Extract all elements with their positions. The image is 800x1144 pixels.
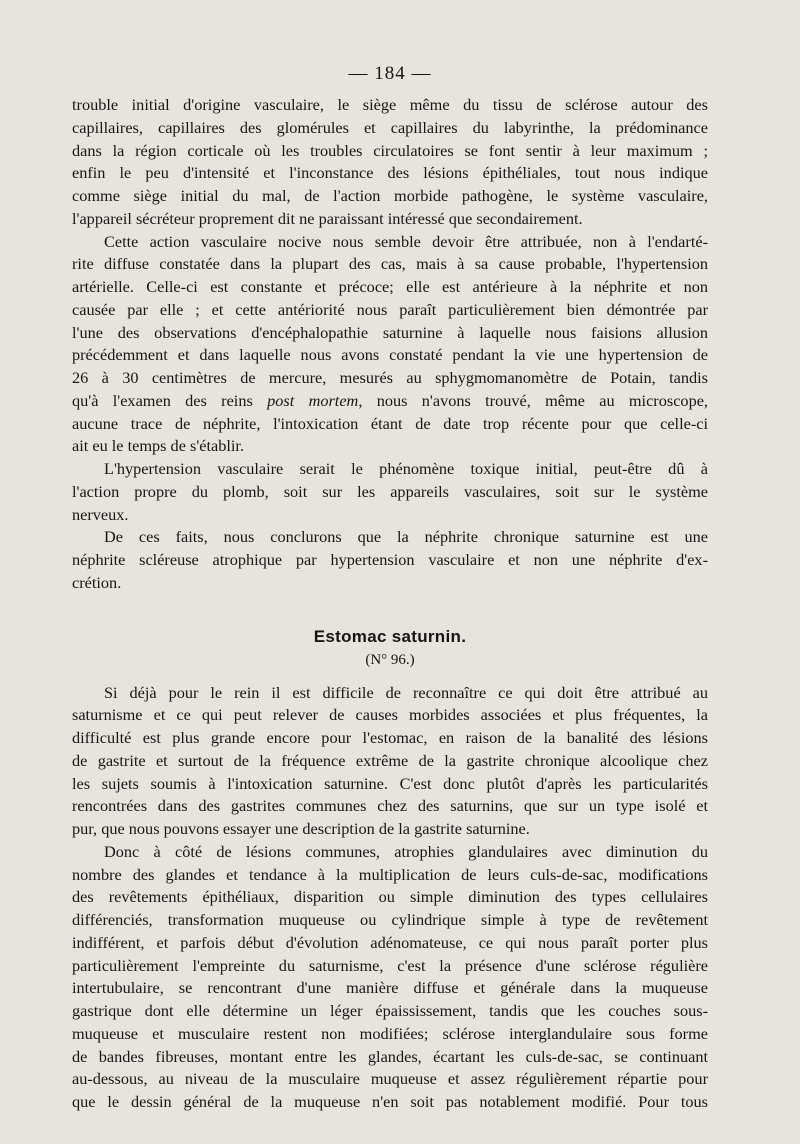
- text-line: indifférent, et parfois début d'évolution adénomateuse, ce qui nous paraît porter plus: [72, 932, 708, 952]
- text-line: comme siège initial du mal, de l'action morbide pathogène, le système vasculaire,: [72, 186, 708, 205]
- paragraph-p2: [72, 231, 708, 459]
- body-text-part2: [72, 682, 708, 1114]
- text-line: au-dessous, au niveau de la musculaire muqueuse et assez régulièrement répartie pour: [72, 1069, 708, 1089]
- text-line: causée par elle ; et cette antériorité nous paraît particulièrement bien démontrée par: [72, 299, 708, 319]
- text-line: gastrique dont elle détermine un léger épaississement, tandis que les couches sous-: [72, 1001, 708, 1020]
- page-number: — 184 —: [348, 63, 432, 84]
- text-line: dans la région corticale où les troubles circulatoires se font sentir à leur maximum ;: [72, 140, 708, 160]
- text-line: rite diffuse constatée dans la plupart des cas, mais à sa cause probable, l'hypertension: [72, 254, 708, 274]
- text-line: ait eu le temps de s'établir.: [72, 436, 245, 456]
- text-line: artérielle. Celle-ci est constante et précoce; elle est antérieure à la néphrite et non: [72, 277, 708, 296]
- section-subtitle: (N° 96.): [365, 651, 415, 668]
- text-line: que le dessin général de la muqueuse n'en soit pas notablement modifié. Pour tous: [72, 1092, 708, 1111]
- text-line: L'hypertension vasculaire serait le phénomène toxique initial, peut-être dû à: [104, 459, 708, 478]
- text-line: l'une des observations d'encéphalopathie saturnine à laquelle nous faisions allusion: [72, 322, 708, 342]
- text-line: néphrite scléreuse atrophique par hypertension vasculaire et non une néphrite d'ex-: [72, 550, 708, 569]
- paragraph-p1: [72, 94, 708, 231]
- section-title: Estomac saturnin.: [313, 626, 467, 646]
- text-line: De ces faits, nous conclurons que la néphrite chronique saturnine est une: [104, 527, 708, 547]
- text-line: l'appareil sécréteur proprement dit ne paraissant intéressé que secondairement.: [72, 208, 583, 228]
- text-line: difficulté est plus grande encore pour l'estomac, en raison de la banalité des lésions: [72, 728, 708, 747]
- paragraph-p5: [72, 682, 708, 841]
- text-line: de gastrite et surtout de la fréquence extrême de la gastrite chronique alcoolique chez: [72, 750, 708, 770]
- text-line: muqueuse et musculaire restent non modifiées; sclérose interglandulaire sous forme: [72, 1023, 708, 1043]
- text-line: Si déjà pour le rein il est difficile de reconnaître ce qui doit être attribué au: [104, 682, 708, 702]
- text-line: nombre des glandes et tendance à la multiplication de leurs culs-de-sac, modifications: [72, 864, 708, 884]
- text-line: précédemment et dans laquelle nous avons constaté pendant la vie une hypertension de: [72, 345, 708, 365]
- text-line: Cette action vasculaire nocive nous semble devoir être attribuée, non à l'endarté-: [104, 231, 708, 251]
- text-line: crétion.: [72, 572, 122, 592]
- paragraph-p6: [72, 841, 708, 1114]
- text-line: de bandes fibreuses, montant entre les glandes, écartant les culs-de-sac, se continuant: [72, 1046, 708, 1066]
- text-line: saturnisme et ce qui peut relever de causes morbides associées et plus fréquentes, la: [72, 705, 708, 725]
- text-line: rencontrées dans des gastrites communes chez des saturnins, que sur un type isolé et: [72, 796, 708, 816]
- text-line: aucune trace de néphrite, l'intoxication étant de date trop récente pour que celle-ci: [72, 413, 708, 433]
- text-line: pur, que nous pouvons essayer une description de la gastrite saturnine.: [72, 819, 530, 838]
- paragraph-p4: [72, 526, 708, 594]
- text-line: particulièrement l'empreinte du saturnisme, c'est la présence d'une sclérose régulière: [72, 955, 708, 975]
- text-line: 26 à 30 centimètres de mercure, mesurés au sphygmomanomètre de Potain, tandis: [72, 368, 708, 387]
- text-line: nerveux.: [72, 504, 129, 524]
- text-line: différenciés, transformation muqueuse ou cylindrique simple à type de revêtement: [72, 910, 708, 929]
- text-line: intertubulaire, se rencontrant d'une manière diffuse et générale dans la muqueuse: [72, 978, 708, 998]
- text-line: capillaires, capillaires des glomérules et capillaires du labyrinthe, la prédominance: [72, 117, 708, 137]
- text-line: l'action propre du plomb, soit sur les appareils vasculaires, soit sur le système: [72, 481, 708, 501]
- text-line: les sujets soumis à l'intoxication saturnine. C'est donc plutôt d'après les particularités: [72, 773, 708, 793]
- body-text-part1: [72, 94, 708, 595]
- text-line: Donc à côté de lésions communes, atrophies glandulaires avec diminution du: [104, 841, 708, 861]
- paragraph-p3: [72, 458, 708, 526]
- text-line: qu'à l'examen des reins post mortem, nous n'avons trouvé, même au microscope,: [72, 390, 708, 410]
- text-line: des revêtements épithéliaux, disparition ou simple diminution des types cellulaires: [72, 887, 708, 907]
- text-line: trouble initial d'origine vasculaire, le siège même du tissu de sclérose autour des: [72, 95, 708, 114]
- text-line: enfin le peu d'intensité et l'inconstance des lésions épithéliales, tout nous indique: [72, 163, 708, 183]
